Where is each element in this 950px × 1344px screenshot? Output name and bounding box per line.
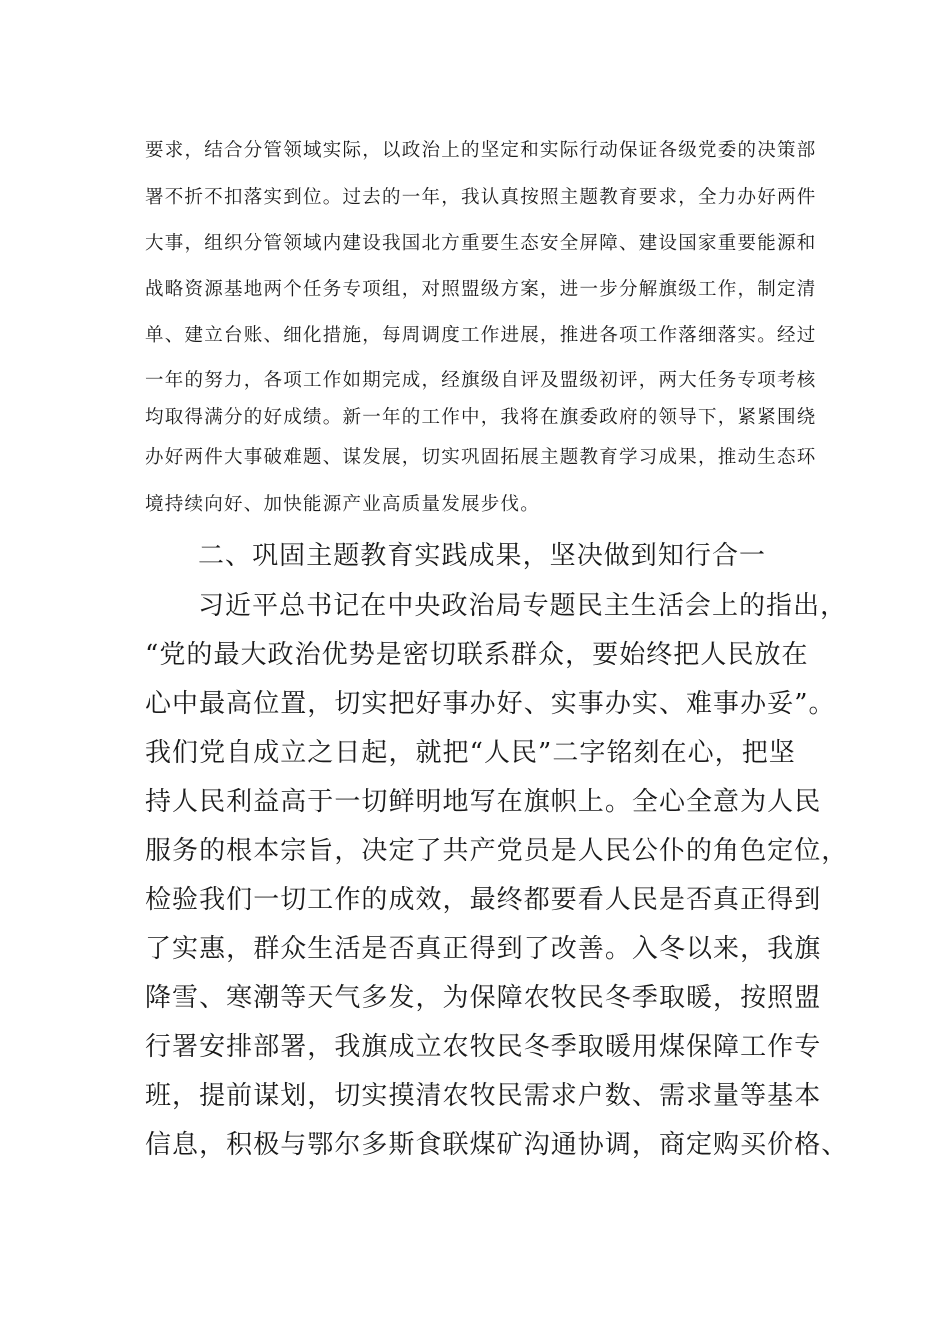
paragraph-line: 一年的努力，各项工作如期完成，经旗级自评及盟级初评，两大任务专项考核 bbox=[145, 370, 817, 391]
paragraph-line: 署不折不扣落实到位。过去的一年，我认真按照主题教育要求，全力办好两件 bbox=[145, 187, 817, 208]
paragraph-line: 境持续向好、加快能源产业高质量发展步伐。 bbox=[145, 494, 541, 515]
paragraph-line: 持人民利益高于一切鲜明地写在旗帜上。全心全意为人民 bbox=[145, 787, 822, 817]
paragraph-line: 单、建立台账、细化措施，每周调度工作进展，推进各项工作落细落实。经过 bbox=[145, 325, 817, 346]
paragraph-line: 检验我们一切工作的成效，最终都要看人民是否真正得到 bbox=[145, 885, 822, 915]
paragraph-line: 办好两件大事破难题、谋发展，切实巩固拓展主题教育学习成果，推动生态环 bbox=[145, 447, 817, 468]
paragraph-line: 习近平总书记在中央政治局专题民主生活会上的指出， bbox=[198, 591, 848, 621]
paragraph-line: 要求，结合分管领域实际，以政治上的坚定和实际行动保证各级党委的决策部 bbox=[145, 140, 817, 161]
paragraph-line: 降雪、寒潮等天气多发，为保障农牧民冬季取暖，按照盟 bbox=[145, 983, 822, 1013]
paragraph-line: 心中最高位置，切实把好事办好、实事办实、难事办妥”。 bbox=[145, 689, 836, 719]
paragraph-line: 我们党自成立之日起，就把“人民”二字铭刻在心，把坚 bbox=[145, 738, 796, 768]
paragraph-line: 了实惠，群众生活是否真正得到了改善。入冬以来，我旗 bbox=[145, 934, 822, 964]
paragraph-line: 服务的根本宗旨，决定了共产党员是人民公仆的角色定位， bbox=[145, 836, 849, 866]
paragraph-line: “党的最大政治优势是密切联系群众，要始终把人民放在 bbox=[145, 640, 809, 670]
paragraph-line: 战略资源基地两个任务专项组，对照盟级方案，进一步分解旗级工作，制定清 bbox=[145, 279, 817, 300]
paragraph-line: 大事，组织分管领域内建设我国北方重要生态安全屏障、建设国家重要能源和 bbox=[145, 233, 817, 254]
paragraph-line: 班，提前谋划，切实摸清农牧民需求户数、需求量等基本 bbox=[145, 1081, 822, 1111]
paragraph-line: 行署安排部署，我旗成立农牧民冬季取暖用煤保障工作专 bbox=[145, 1032, 822, 1062]
paragraph-line: 均取得满分的好成绩。新一年的工作中，我将在旗委政府的领导下，紧紧围绕 bbox=[145, 407, 817, 428]
paragraph-line: 信息，积极与鄂尔多斯食联煤矿沟通协调，商定购买价格、 bbox=[145, 1130, 849, 1160]
section-2-heading: 二、巩固主题教育实践成果，坚决做到知行合一 bbox=[198, 541, 767, 571]
